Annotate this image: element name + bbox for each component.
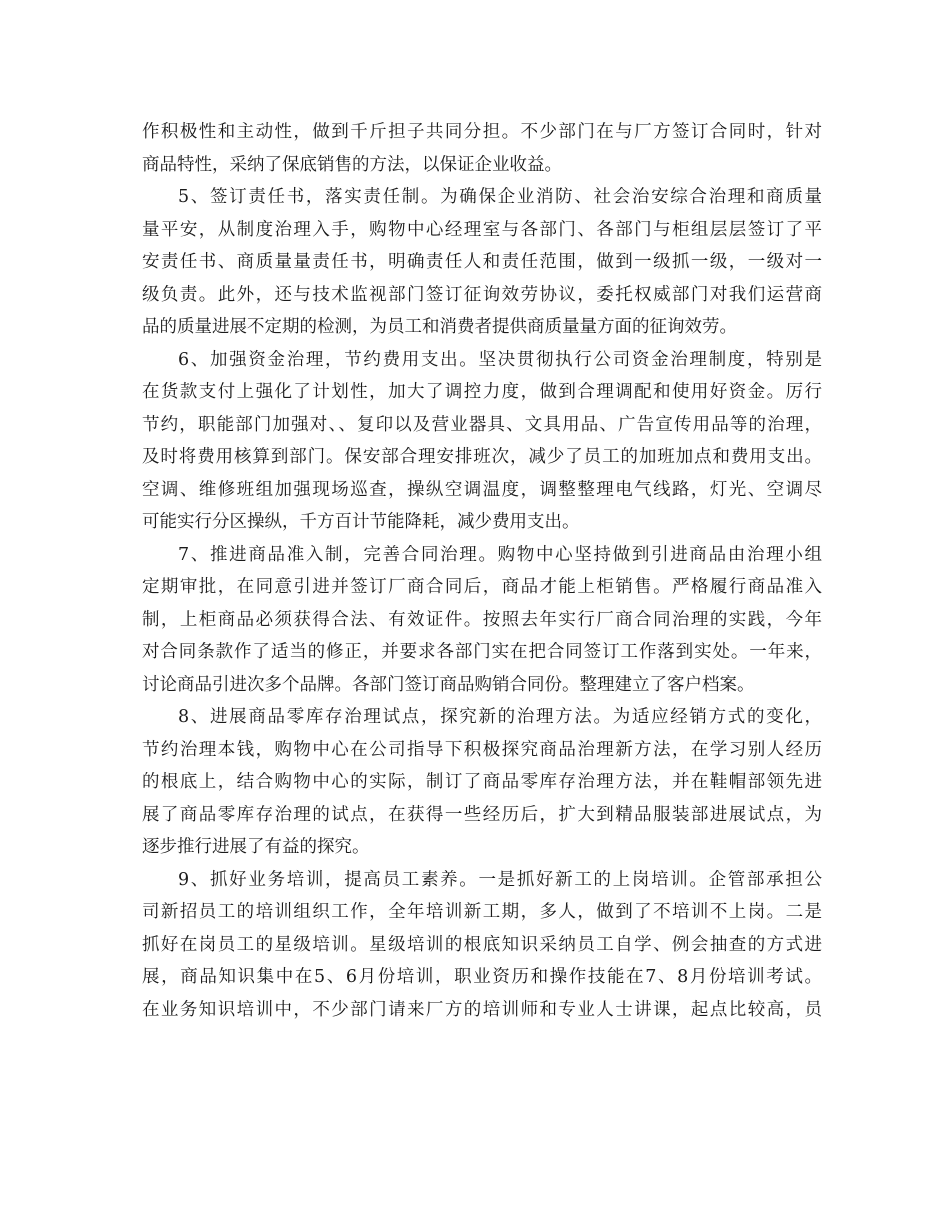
paragraph-item-9 bbox=[142, 864, 822, 1027]
text-line: 级负责。此外，还与技术监视部门签订征询效劳协议，委托权威部门对我们运营商 bbox=[142, 284, 822, 305]
text-line: 定期审批，在同意引进并签订厂商合同后，商品才能上柜销售。严格履行商品准入 bbox=[142, 577, 822, 597]
text-line: 可能实行分区操纵，千方百计节能降耗，减少费用支出。 bbox=[142, 512, 580, 532]
text-line: 8、进展商品零库存治理试点，探究新的治理方法。为适应经销方式的变化， bbox=[178, 707, 822, 727]
text-line: 司新招员工的培训组织工作，全年培训新工期，多人，做到了不培训不上岗。二是 bbox=[142, 902, 822, 922]
text-line: 量平安，从制度治理入手，购物中心经理室与各部门、各部门与柜组层层签订了平 bbox=[142, 219, 822, 240]
text-line: 制，上柜商品必须获得合法、有效证件。按照去年实行厂商合同治理的实践，今年 bbox=[142, 609, 822, 630]
text-line: 在业务知识培训中，不少部门请来厂方的培训师和专业人士讲课，起点比较高，员 bbox=[142, 999, 822, 1020]
text-line: 安责任书、商质量量责任书，明确责任人和责任范围，做到一级抓一级，一级对一 bbox=[142, 252, 822, 272]
text-line: 展，商品知识集中在5、6月份培训，职业资历和操作技能在7、8月份培训考试。 bbox=[142, 967, 822, 987]
paragraph-item-8 bbox=[142, 701, 822, 864]
text-line: 讨论商品引进次多个品牌。各部门签订商品购销合同份。整理建立了客户档案。 bbox=[142, 674, 755, 695]
text-line: 节约，职能部门加强对、、复印以及营业器具、文具用品、广告宣传用品等的治理， bbox=[142, 414, 822, 435]
document-page bbox=[142, 116, 822, 1026]
text-line: 品的质量进展不定期的检测，为员工和消费者提供商质量量方面的征询效劳。 bbox=[142, 317, 737, 337]
text-line: 5、签订责任书，落实责任制。为确保企业消防、社会治安综合治理和商质量 bbox=[178, 187, 822, 207]
paragraph-item-5 bbox=[142, 181, 822, 344]
text-line: 在货款支付上强化了计划性，加大了调控力度，做到合理调配和使用好资金。厉行 bbox=[142, 382, 822, 402]
text-line: 6、加强资金治理，节约费用支出。坚决贯彻执行公司资金治理制度，特别是 bbox=[178, 349, 822, 370]
text-line: 空调、维修班组加强现场巡查，操纵空调温度，调整整理电气线路，灯光、空调尽 bbox=[142, 479, 822, 500]
text-line: 作积极性和主动性，做到千斤担子共同分担。不少部门在与厂方签订合同时，针对 bbox=[142, 122, 822, 142]
text-line: 逐步推行进展了有益的探究。 bbox=[142, 837, 370, 857]
paragraph-item-7 bbox=[142, 539, 822, 702]
text-line: 7、推进商品准入制，完善合同治理。购物中心坚持做到引进商品由治理小组 bbox=[178, 544, 822, 565]
text-line: 商品特性，采纳了保底销售的方法，以保证企业收益。 bbox=[142, 154, 562, 175]
text-line: 对合同条款作了适当的修正，并要求各部门实在把合同签订工作落到实处。一年来， bbox=[142, 642, 822, 662]
text-line: 展了商品零库存治理的试点，在获得一些经历后，扩大到精品服装部进展试点，为 bbox=[142, 804, 822, 825]
paragraph-item-6 bbox=[142, 344, 822, 539]
text-line: 9、抓好业务培训，提高员工素养。一是抓好新工的上岗培训。企管部承担公 bbox=[178, 869, 822, 890]
paragraph-intro bbox=[142, 116, 822, 181]
text-line: 的根底上，结合购物中心的实际，制订了商品零库存治理方法，并在鞋帽部领先进 bbox=[142, 772, 822, 792]
text-line: 节约治理本钱，购物中心在公司指导下积极探究商品治理新方法，在学习别人经历 bbox=[142, 739, 822, 760]
text-line: 及时将费用核算到部门。保安部合理安排班次，减少了员工的加班加点和费用支出。 bbox=[142, 447, 822, 467]
text-line: 抓好在岗员工的星级培训。星级培训的根底知识采纳员工自学、例会抽查的方式进 bbox=[142, 934, 822, 955]
